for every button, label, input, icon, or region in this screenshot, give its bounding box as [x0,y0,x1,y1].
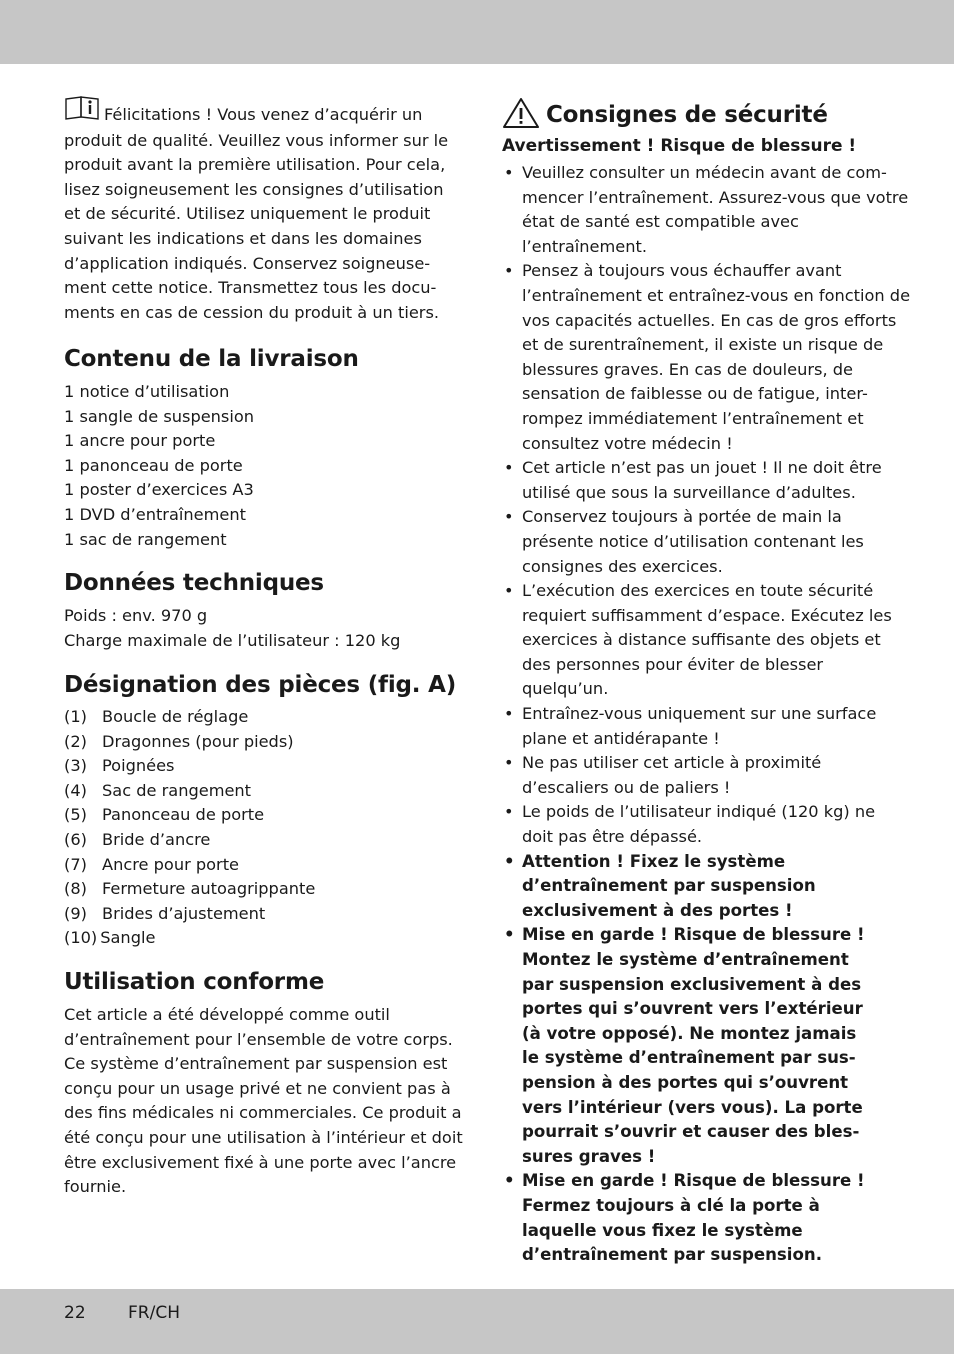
part-label: Fermeture autoagrippante [102,879,316,899]
usage-line: Ce système d’entraînement par suspension est [64,1054,448,1074]
safety-line: blessures graves. En cas de douleurs, de [522,359,853,379]
part-number: (8) [64,879,87,899]
safety-line: requiert suffisamment d’espace. Exécutez les [522,605,892,625]
safety-line: quelqu’un. [522,679,609,699]
language-code: FR/CH [128,1303,180,1323]
part-number: (4) [64,780,87,800]
part-label: Boucle de réglage [102,707,249,726]
safety-line: (à votre opposé). Ne montez jamais [522,1023,857,1043]
list-item: 1 ancre pour porte [64,431,216,451]
safety-line: • Entraînez-vous uniquement sur une surface [522,704,877,724]
safety-line: consignes des exercices. [522,556,723,576]
usage-heading: Utilisation conforme [64,969,325,995]
safety-item [502,751,894,800]
safety-line: et de surentraînement, il existe un risque de [522,335,884,355]
part-label: Sangle [100,928,156,948]
safety-line: portes qui s’ouvrent vers l’extérieur [522,999,863,1019]
safety-line: vers l’intérieur (vers vous). La porte [522,1097,863,1117]
safety-line: d’escaliers ou de paliers ! [522,777,731,797]
part-label: Poignées [102,756,175,776]
safety-item [502,579,894,702]
safety-line: rompez immédiatement l’entraînement et [522,408,864,428]
tech-heading: Données techniques [64,570,324,596]
list-item: 1 DVD d’entraînement [64,504,246,524]
safety-item [502,850,894,924]
safety-item [502,259,911,456]
list-item [64,902,315,927]
safety-line: • Cet article n’est pas un jouet ! Il ne doit être [522,458,882,478]
usage-line: être exclusivement fixé à une porte avec l’ancre [64,1152,457,1172]
warning-triangle-icon [502,97,540,133]
safety-line: plane et antidérapante ! [522,728,720,748]
list-item [64,705,315,730]
list-item [64,754,315,779]
safety-line: Fermez toujours à clé la porte à [522,1195,820,1215]
intro-line: et de sécurité. Utilisez uniquement le produit [64,204,431,224]
parts-heading: Désignation des pièces (fig. A) [64,672,457,698]
parts-list [64,705,315,951]
page-number: 22 [64,1303,86,1323]
intro-line: suivant les indications et dans les domaines [64,228,422,248]
safety-line: • Ne pas utiliser cet article à proximité [522,753,822,773]
safety-title-row [502,97,828,133]
safety-line: • L’exécution des exercices en toute sécurité [522,581,874,601]
list-item [64,779,315,804]
intro-line: lisez soigneusement les consignes d’utilisation [64,179,444,199]
list-item: 1 sangle de suspension [64,406,255,426]
part-number: (5) [64,805,87,825]
list-item: 1 sac de rangement [64,529,227,549]
list-item [64,730,315,755]
safety-line: doit pas être dépassé. [522,827,703,847]
safety-item [502,923,894,1169]
safety-line: par suspension exclusivement à des [522,974,862,994]
safety-line: • Mise en garde ! Risque de blessure ! [522,1171,865,1191]
safety-line: consultez votre médecin ! [522,433,733,453]
safety-line: • Veuillez consulter un médecin avant de com- [522,163,887,182]
safety-item [502,1169,894,1267]
part-number: (9) [64,903,87,923]
usage-line: Cet article a été développé comme outil [64,1005,390,1024]
safety-item [502,505,894,579]
part-label: Panonceau de porte [102,805,265,825]
usage-line: été conçu pour une utilisation à l’intérieur et doit [64,1127,463,1147]
part-number: (1) [64,707,87,726]
safety-line: état de santé est compatible avec [522,212,799,232]
safety-line: • Pensez à toujours vous échauffer avant [522,261,842,281]
part-number: (7) [64,854,87,874]
list-item: 1 notice d’utilisation [64,382,230,401]
safety-line: pension à des portes qui s’ouvrent [522,1072,849,1092]
safety-line: • Mise en garde ! Risque de blessure ! [522,925,865,945]
warning-heading: Avertissement ! Risque de blessure ! [502,136,857,156]
safety-item [502,456,894,505]
safety-line: Montez le système d’entraînement [522,950,849,969]
safety-line: présente notice d’utilisation contenant les [522,531,864,551]
list-item: 1 poster d’exercices A3 [64,480,254,500]
list-item [64,877,315,902]
safety-item [502,800,894,849]
safety-line: • Conservez toujours à portée de main la [522,507,842,527]
safety-item [502,702,894,751]
list-item [64,828,315,853]
header-band [0,0,954,64]
contents-heading: Contenu de la livraison [64,346,359,372]
part-label: Ancre pour porte [102,854,240,874]
safety-line: • Le poids de l’utilisateur indiqué (120 kg) ne [522,802,876,822]
list-item [64,853,315,878]
part-number: (6) [64,829,87,849]
tech-list [64,604,400,653]
part-label: Bride d’ancre [102,829,211,849]
safety-line: d’entraînement par suspension. [522,1245,823,1265]
intro-line: produit de qualité. Veuillez vous informer sur le [64,130,449,150]
usage-line: d’entraînement pour l’ensemble de votre corps. [64,1029,453,1049]
contents-list [64,380,254,552]
safety-line: l’entraînement et entraînez-vous en fonction de [522,285,911,305]
intro-paragraph [64,95,459,325]
safety-list [502,161,911,1268]
safety-line: pourrait s’ouvrir et causer des bles- [522,1122,860,1142]
usage-paragraph [64,1003,463,1200]
list-item [64,926,315,951]
safety-item [502,161,909,259]
usage-line: conçu pour un usage privé et ne convient pas à [64,1078,451,1098]
safety-line: mencer l’entraînement. Assurez-vous que votre [522,187,909,207]
usage-line: fournie. [64,1177,127,1197]
part-label: Brides d’ajustement [102,903,266,923]
safety-line: exercices à distance suffisante des objets et [522,630,881,650]
intro-line: produit avant la première utilisation. Pour cela, [64,155,446,175]
safety-line: d’entraînement par suspension [522,876,816,896]
intro-line: ment cette notice. Transmettez tous les docu- [64,278,437,298]
safety-line: sensation de faiblesse ou de fatigue, inter- [522,384,868,404]
part-number: (3) [64,756,87,776]
safety-line: • Attention ! Fixez le système [522,851,786,871]
part-number: (10) [64,928,98,948]
tech-line: Poids : env. 970 g [64,606,208,625]
intro-line: Félicitations ! Vous venez d’acquérir un [104,105,423,124]
safety-line: utilisé que sous la surveillance d’adultes. [522,482,856,502]
safety-line: laquelle vous fixez le système [522,1220,803,1240]
part-number: (2) [64,731,87,751]
safety-heading: Consignes de sécurité [546,102,828,128]
intro-line: ments en cas de cession du produit à un tiers. [64,302,440,322]
part-label: Dragonnes (pour pieds) [102,731,294,751]
safety-line: vos capacités actuelles. En cas de gros efforts [522,310,897,330]
list-item [64,803,315,828]
usage-line: des fins médicales ni commerciales. Ce produit a [64,1103,462,1123]
safety-line: le système d’entraînement par sus- [522,1048,856,1068]
safety-line: l’entraînement. [522,236,647,256]
info-book-icon [64,95,100,129]
safety-line: sures graves ! [522,1146,656,1166]
list-item: 1 panonceau de porte [64,455,243,475]
safety-line: des personnes pour éviter de blesser [522,654,824,674]
intro-line: d’application indiqués. Conservez soigneuse- [64,253,431,273]
safety-line: exclusivement à des portes ! [522,900,793,920]
tech-line: Charge maximale de l’utilisateur : 120 kg [64,630,401,650]
part-label: Sac de rangement [102,780,252,800]
